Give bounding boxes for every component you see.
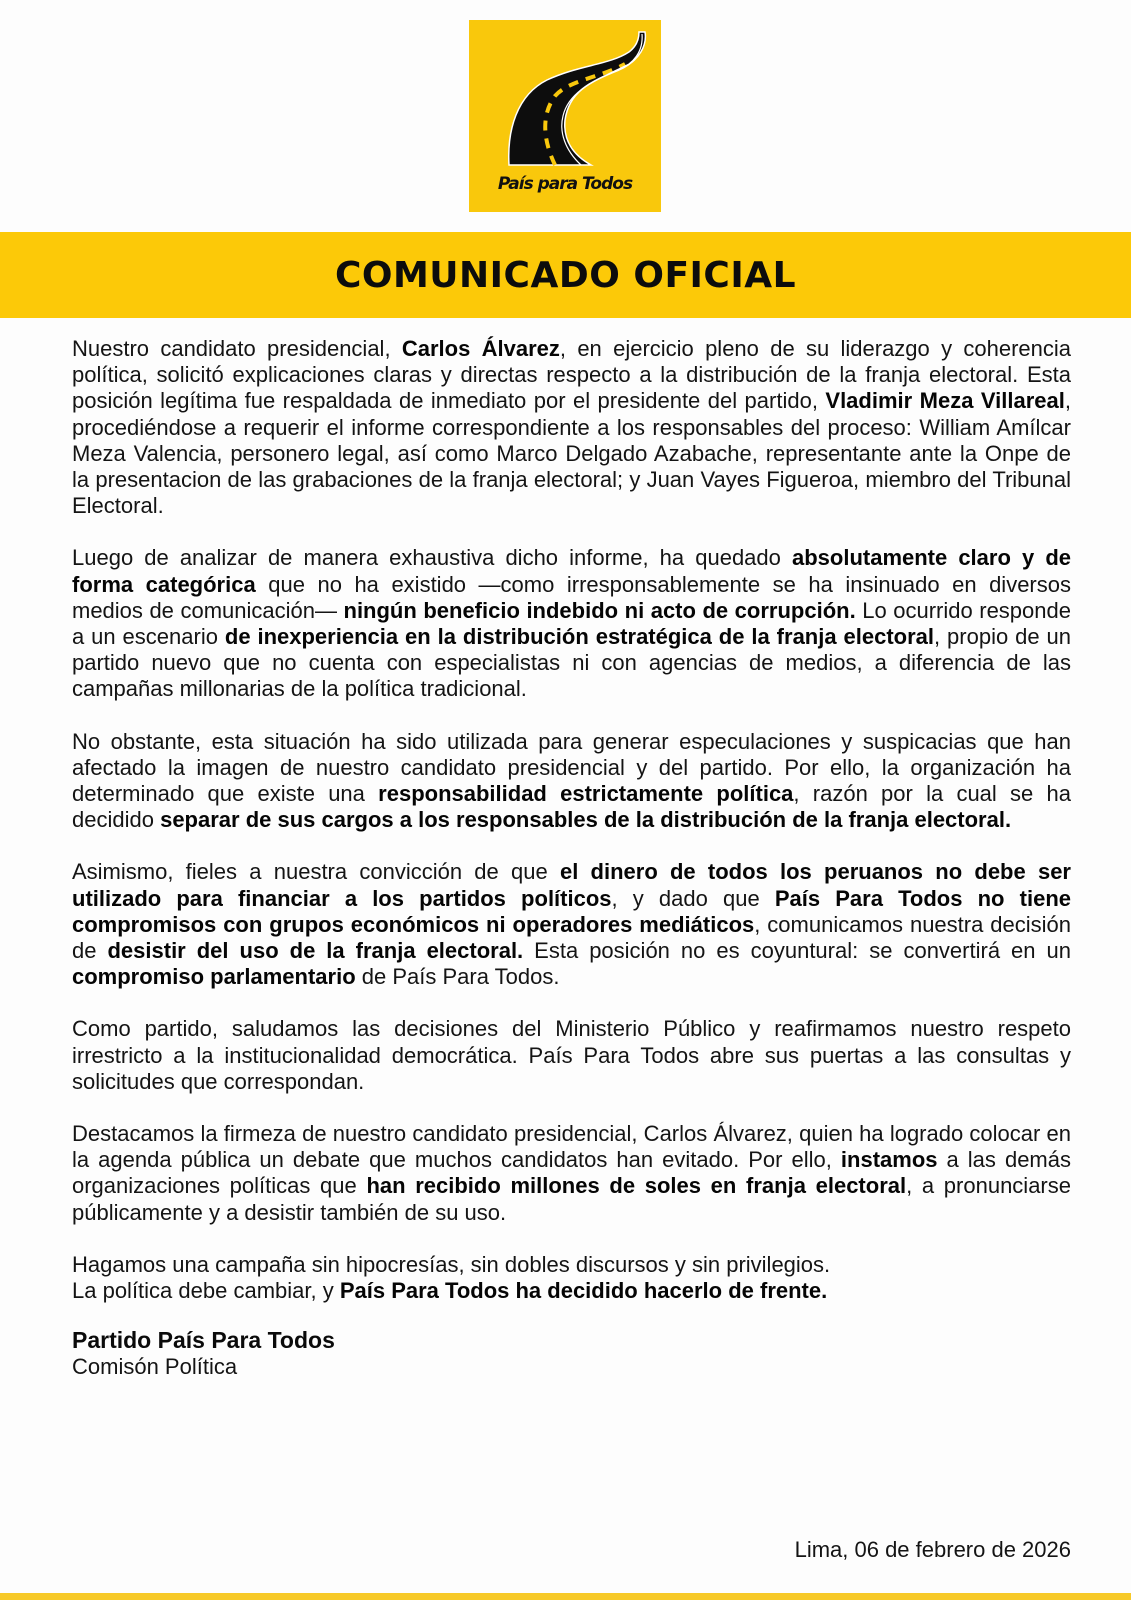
paragraph-1: [72, 336, 1071, 519]
bold-text-segment: País Para Todos no tiene compromisos con grupos económicos ni operadores mediáticos: [72, 885, 1071, 937]
communique-body: [72, 336, 1071, 1380]
text-segment: de País Para Todos.: [355, 964, 560, 990]
text-segment: , y dado que: [611, 885, 775, 911]
closing-line-2-prefix: La política debe cambiar, y: [72, 1278, 340, 1304]
paragraph-list: [72, 336, 1071, 1226]
text-segment: , razón por la cual se ha decidido: [72, 781, 1071, 833]
bold-text-segment: ningún beneficio indebido ni acto de corrupción.: [343, 597, 856, 623]
bottom-accent-bar: [0, 1593, 1131, 1600]
bold-text-segment: instamos: [840, 1147, 938, 1173]
bold-text-segment: el dinero de todos los peruanos no debe ser utilizado para financiar a los partidos políticos: [72, 859, 1071, 911]
closing-line-1: Hagamos una campaña sin hipocresías, sin dobles discursos y sin privilegios.: [72, 1251, 831, 1277]
page-title: COMUNICADO OFICIAL: [334, 254, 797, 296]
bold-text-segment: desistir del uso de la franja electoral.: [107, 938, 524, 964]
party-logo: [469, 20, 661, 212]
text-segment: , procediéndose a requerir el informe correspondiente a los responsables del proceso: William Amílcar Meza Valencia, personero legal, así como Marco Delgado Azabache, representante ante la Onpe de la presentacion de las grabaciones de la franja electoral; y Juan Vayes Figueroa, miembro del Tribunal Electoral.: [72, 388, 1072, 519]
paragraph-2: [72, 545, 1071, 702]
text-segment: Nuestro candidato presidencial,: [72, 336, 402, 361]
text-segment: que no ha existido —como irresponsablemente se ha insinuado en diversos medios de comunicación—: [72, 571, 1071, 623]
text-segment: Destacamos la firmeza de nuestro candidato presidencial, Carlos Álvarez, quien ha logrado colocar en la agenda pública un debate que muchos candidatos han evitado. Por ello,: [72, 1121, 1071, 1173]
paragraph-4: [72, 859, 1071, 990]
paragraph-5: [72, 1016, 1071, 1095]
bold-text-segment: de inexperiencia en la distribución estratégica de la franja electoral: [224, 624, 935, 650]
signature-organization: Partido País Para Todos: [72, 1327, 335, 1354]
text-segment: Como partido, saludamos las decisiones del Ministerio Público y reafirmamos nuestro respeto irrestricto a la institucionalidad democrática. País Para Todos abre sus puertas a las consultas y solicitudes que correspondan.: [72, 1016, 1071, 1094]
bold-text-segment: Carlos Álvarez: [401, 336, 560, 361]
bold-text-segment: compromiso parlamentario: [72, 964, 356, 990]
bold-text-segment: responsabilidad estrictamente política: [378, 781, 794, 807]
text-segment: Luego de analizar de manera exhaustiva dicho informe, ha quedado: [72, 545, 792, 571]
bold-text-segment: absolutamente claro y de forma categórica: [72, 545, 1071, 597]
text-segment: Asimismo, fieles a nuestra convicción de que: [72, 859, 560, 885]
text-segment: a las demás organizaciones políticas que: [72, 1147, 1071, 1199]
text-segment: , comunicamos nuestra decisión de: [72, 911, 1072, 964]
paragraph-3: [72, 729, 1071, 834]
signature-unit: Comisón Política: [72, 1354, 238, 1380]
paragraph-6: [72, 1121, 1071, 1226]
date-line: Lima, 06 de febrero de 2026: [794, 1537, 1071, 1562]
text-segment: , propio de un partido nuevo que no cuenta con especialistas ni con agencias de medios, a diferencia de las campañas millonarias de la política tradicional.: [72, 624, 1071, 702]
text-segment: Lo ocurrido responde a un escenario: [72, 597, 1071, 650]
title-band: [0, 232, 1131, 318]
text-segment: , a pronunciarse públicamente y a desistir también de su uso.: [72, 1173, 1071, 1225]
text-segment: Esta posición no es coyuntural: se convertirá en un: [523, 938, 1071, 964]
text-segment: , en ejercicio pleno de su liderazgo y coherencia política, solicitó explicaciones claras y directas respecto a la distribución de la franja electoral. Esta posición legítima fue respaldada de inmediato por el presidente del partido,: [72, 336, 1072, 414]
bold-text-segment: separar de sus cargos a los responsables de la distribución de la franja electoral.: [160, 807, 1012, 833]
text-segment: No obstante, esta situación ha sido utilizada para generar especulaciones y suspicacias que han afectado la imagen de nuestro candidato presidencial y del partido. Por ello, la organización ha determinado que existe una: [72, 728, 1071, 807]
logo-wordmark: País para Todos: [497, 174, 633, 194]
bold-text-segment: Vladimir Meza Villareal: [825, 388, 1065, 414]
closing-line-2-bold: País Para Todos ha decidido hacerlo de frente.: [339, 1278, 828, 1304]
closing-statement: [72, 1252, 1071, 1304]
bold-text-segment: han recibido millones de soles en franja electoral: [366, 1173, 907, 1199]
